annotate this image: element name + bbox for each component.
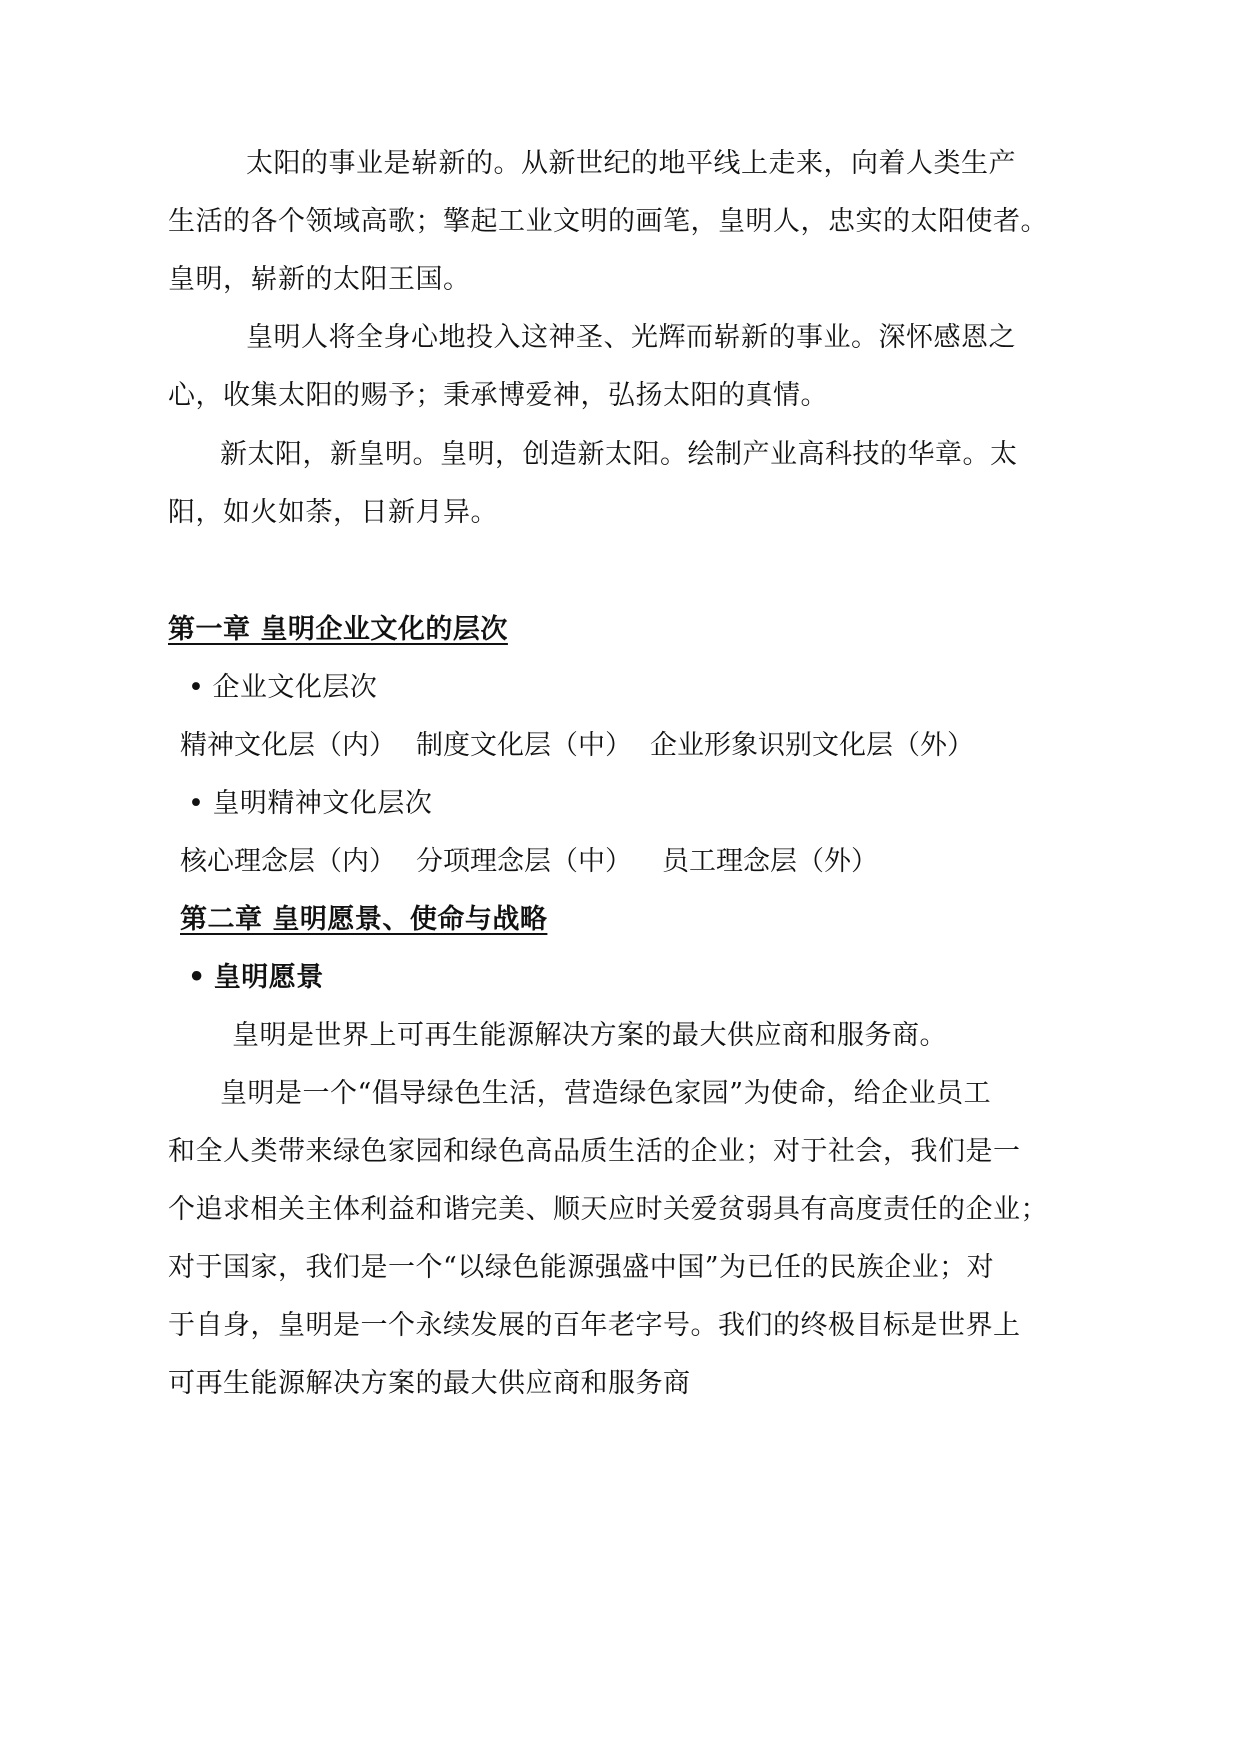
intro-p3-line-2: 阳，如火如荼，日新月异。 xyxy=(168,497,498,528)
intro-p2-line-1: 皇明人将全身心地投入这神圣、光辉而崭新的事业。深怀感恩之 xyxy=(246,322,1016,353)
layer1-inner: 精神文化层（内） xyxy=(180,730,396,761)
intro-p1-line-3: 皇明，崭新的太阳王国。 xyxy=(168,264,471,295)
chapter2-para-line-3: 个追求相关主体利益和谐完美、顺天应时关爱贫弱具有高度责任的企业； xyxy=(168,1194,1048,1225)
bullet-icon: • xyxy=(188,962,206,993)
intro-p2-line-2: 心，收集太阳的赐予；秉承博爱神，弘扬太阳的真情。 xyxy=(168,380,828,411)
layer1-middle: 制度文化层（中） xyxy=(416,730,632,761)
chapter1-bullet1 xyxy=(188,670,377,706)
bullet-icon: • xyxy=(188,672,205,703)
layer2-outer: 员工理念层（外） xyxy=(662,846,878,877)
layer1-outer: 企业形象识别文化层（外） xyxy=(650,730,974,761)
chapter1-bullet1-label: 企业文化层次 xyxy=(212,672,378,703)
chapter1-bullet2 xyxy=(188,786,432,822)
chapter2-para-line-4: 对于国家，我们是一个“以绿色能源强盛中国”为已任的民族企业；对 xyxy=(168,1252,995,1283)
chapter2-para-line-5: 于自身，皇明是一个永续发展的百年老字号。我们的终极目标是世界上 xyxy=(168,1310,1021,1341)
chapter1-title: 第一章 皇明企业文化的层次 xyxy=(168,614,508,645)
vision-statement: 皇明是世界上可再生能源解决方案的最大供应商和服务商。 xyxy=(232,1020,947,1051)
chapter2-bullet1 xyxy=(188,960,324,996)
chapter2-title: 第二章 皇明愿景、使命与战略 xyxy=(180,904,548,935)
layer2-middle: 分项理念层（中） xyxy=(416,846,632,877)
chapter2-para-line-2: 和全人类带来绿色家园和绿色高品质生活的企业；对于社会，我们是一 xyxy=(168,1136,1021,1167)
intro-p3-line-1: 新太阳，新皇明。皇明，创造新太阳。绘制产业高科技的华章。太 xyxy=(220,439,1018,470)
bullet-icon: • xyxy=(188,788,205,819)
chapter2-para-line-6: 可再生能源解决方案的最大供应商和服务商 xyxy=(168,1368,691,1399)
layer2-inner: 核心理念层（内） xyxy=(180,846,396,877)
chapter1-bullet2-label: 皇明精神文化层次 xyxy=(212,788,433,819)
chapter2-para-line-1: 皇明是一个“倡导绿色生活，营造绿色家园”为使命，给企业员工 xyxy=(220,1078,992,1109)
intro-p1-line-2: 生活的各个领域高歌；擎起工业文明的画笔，皇明人，忠实的太阳使者。 xyxy=(168,206,1048,237)
intro-p1-line-1: 太阳的事业是崭新的。从新世纪的地平线上走来，向着人类生产 xyxy=(246,148,1016,179)
chapter2-bullet1-label: 皇明愿景 xyxy=(213,962,324,993)
